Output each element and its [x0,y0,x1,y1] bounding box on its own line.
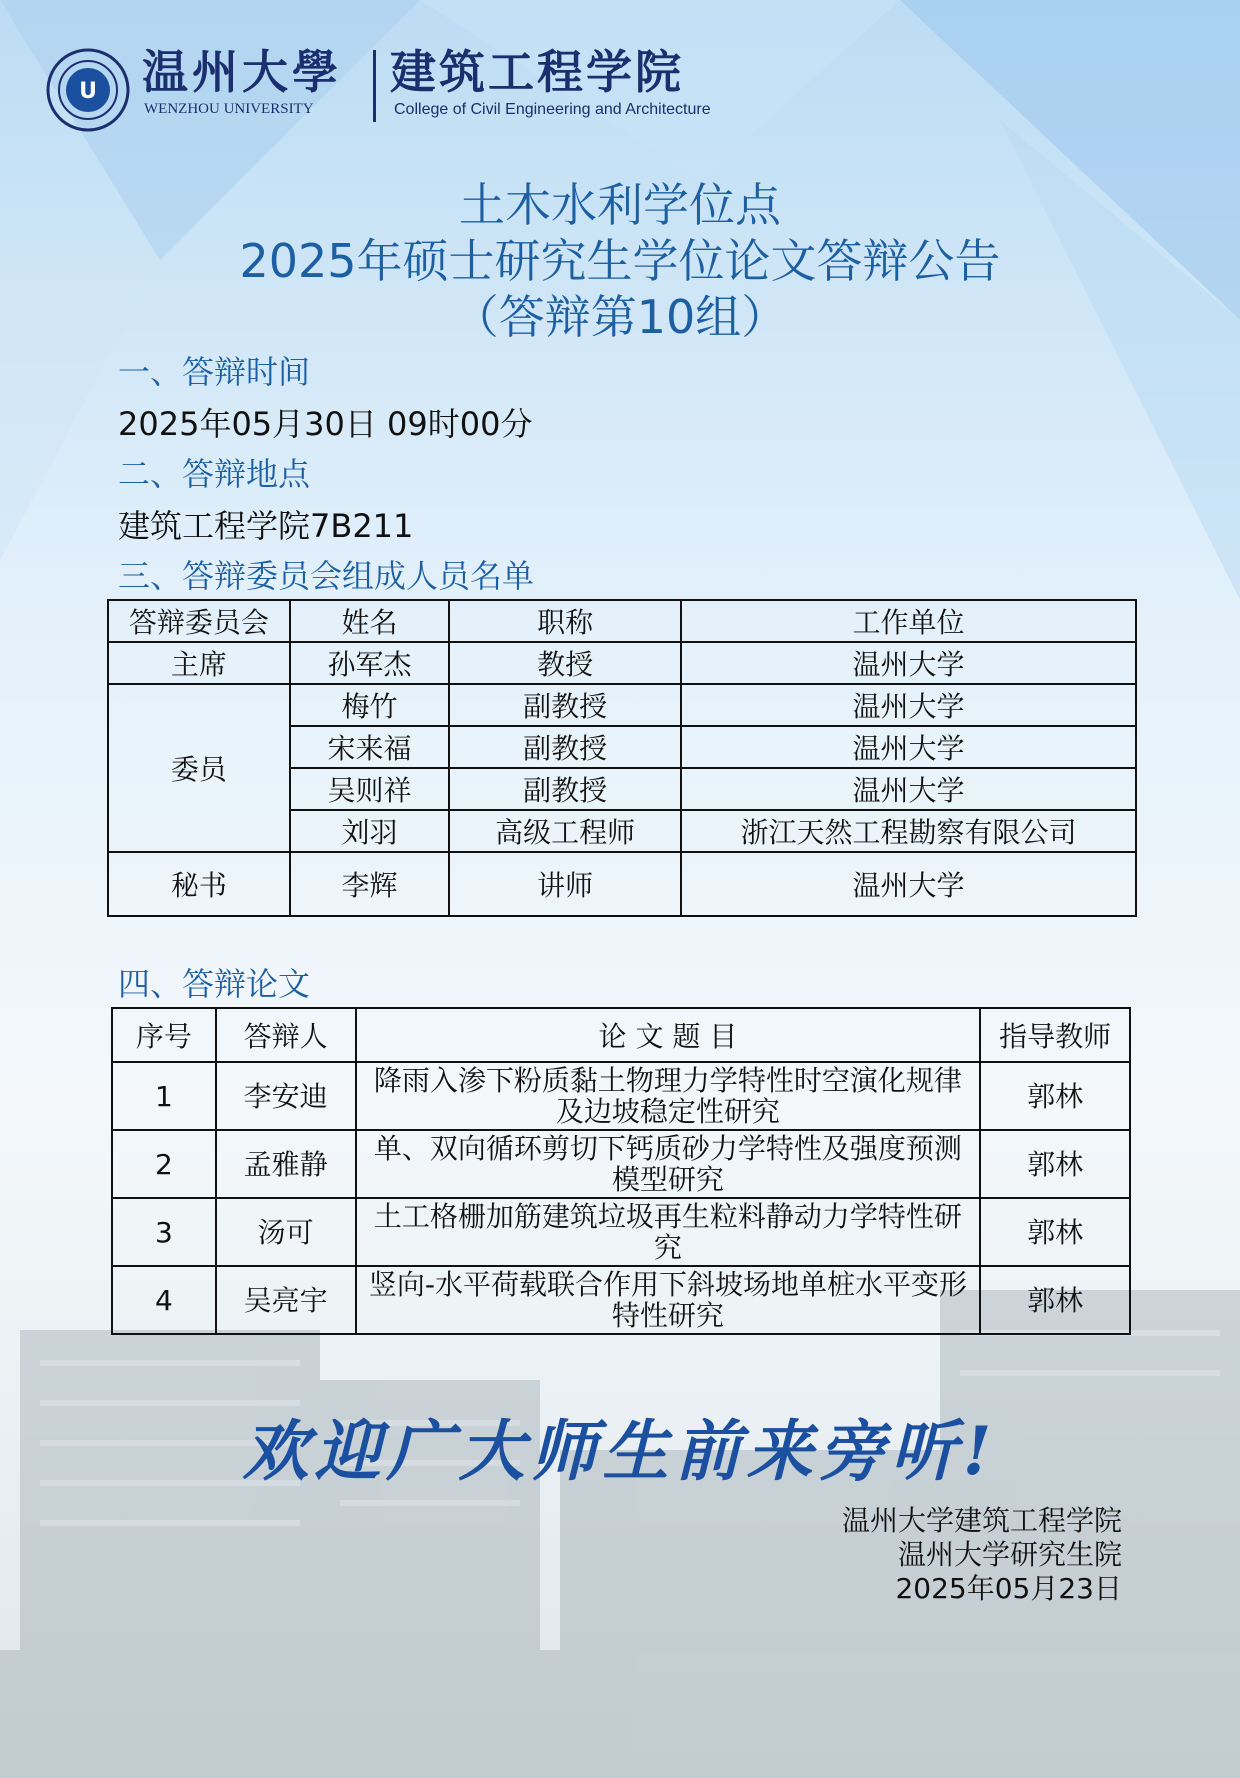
student-cell: 吴亮宇 [216,1266,356,1334]
title-line-1: 土木水利学位点 [459,178,781,232]
number-cell: 3 [112,1198,216,1266]
name-cell: 梅竹 [290,684,450,726]
theses-heading: 四、答辩论文 [118,965,311,1003]
topic-cell: 单、双向循环剪切下钙质砂力学特性及强度预测模型研究 [356,1130,981,1198]
student-cell: 孟雅静 [216,1130,356,1198]
table-row [108,852,1136,916]
title-line-3: （答辩第10组） [452,290,788,344]
advisor-cell: 郭林 [980,1198,1130,1266]
svg-text:U: U [79,79,97,104]
name-cell: 孙军杰 [290,642,450,684]
table-row [112,1130,1130,1198]
committee-header-row [108,600,1136,642]
topic-cell: 竖向-水平荷载联合作用下斜坡场地单桩水平变形特性研究 [356,1266,981,1334]
advisor-cell: 郭林 [980,1266,1130,1334]
committee-header-cell: 职称 [449,600,681,642]
committee-heading: 三、答辩委员会组成人员名单 [118,557,535,595]
role-cell: 委员 [108,684,290,852]
theses-header-row [112,1008,1130,1062]
header-divider [373,50,376,122]
place-value: 建筑工程学院7B211 [118,507,414,545]
welcome-calligraphy: 欢迎广大师生前来旁听! [242,1412,998,1490]
unit-cell: 温州大学 [681,642,1136,684]
number-cell: 1 [112,1062,216,1130]
title-cell: 讲师 [449,852,681,916]
time-value: 2025年05月30日 09时00分 [118,405,533,443]
number-cell: 4 [112,1266,216,1334]
table-row [112,1062,1130,1130]
table-row [108,684,1136,726]
name-cell: 刘羽 [290,810,450,852]
student-cell: 李安迪 [216,1062,356,1130]
title-line-2: 2025年硕士研究生学位论文答辩公告 [239,234,1001,288]
table-row [108,642,1136,684]
title-cell: 高级工程师 [449,810,681,852]
signature-org-2: 温州大学研究生院 [897,1538,1122,1571]
college-name-en: College of Civil Engineering and Architecture [394,101,711,118]
committee-header-cell: 答辩委员会 [108,600,290,642]
committee-header-cell: 工作单位 [681,600,1136,642]
theses-table [111,1007,1131,1335]
title-cell: 副教授 [449,726,681,768]
theses-header-cell: 序号 [112,1008,216,1062]
signature-date: 2025年05月23日 [895,1572,1122,1605]
university-seal-logo [46,48,130,132]
unit-cell: 温州大学 [681,768,1136,810]
title-cell: 副教授 [449,768,681,810]
university-name-cn: 温州大學 [142,45,342,99]
time-heading: 一、答辩时间 [118,353,311,391]
place-heading: 二、答辩地点 [118,455,311,493]
advisor-cell: 郭林 [980,1062,1130,1130]
college-name-cn: 建筑工程学院 [390,45,684,99]
name-cell: 李辉 [290,852,450,916]
advisor-cell: 郭林 [980,1130,1130,1198]
theses-header-cell: 论 文 题 目 [356,1008,981,1062]
number-cell: 2 [112,1130,216,1198]
theses-header-cell: 指导教师 [980,1008,1130,1062]
unit-cell: 浙江天然工程勘察有限公司 [681,810,1136,852]
title-cell: 副教授 [449,684,681,726]
table-row [112,1198,1130,1266]
title-cell: 教授 [449,642,681,684]
committee-table [107,599,1137,917]
topic-cell: 土工格栅加筋建筑垃圾再生粒料静动力学特性研究 [356,1198,981,1266]
name-cell: 宋来福 [290,726,450,768]
role-cell: 秘书 [108,852,290,916]
student-cell: 汤可 [216,1198,356,1266]
topic-cell: 降雨入渗下粉质黏土物理力学特性时空演化规律及边坡稳定性研究 [356,1062,981,1130]
unit-cell: 温州大学 [681,684,1136,726]
signature-org-1: 温州大学建筑工程学院 [841,1504,1122,1537]
table-row [112,1266,1130,1334]
theses-header-cell: 答辩人 [216,1008,356,1062]
role-cell: 主席 [108,642,290,684]
university-name-en: WENZHOU UNIVERSITY [144,101,314,117]
unit-cell: 温州大学 [681,726,1136,768]
committee-header-cell: 姓名 [290,600,450,642]
name-cell: 吴则祥 [290,768,450,810]
unit-cell: 温州大学 [681,852,1136,916]
